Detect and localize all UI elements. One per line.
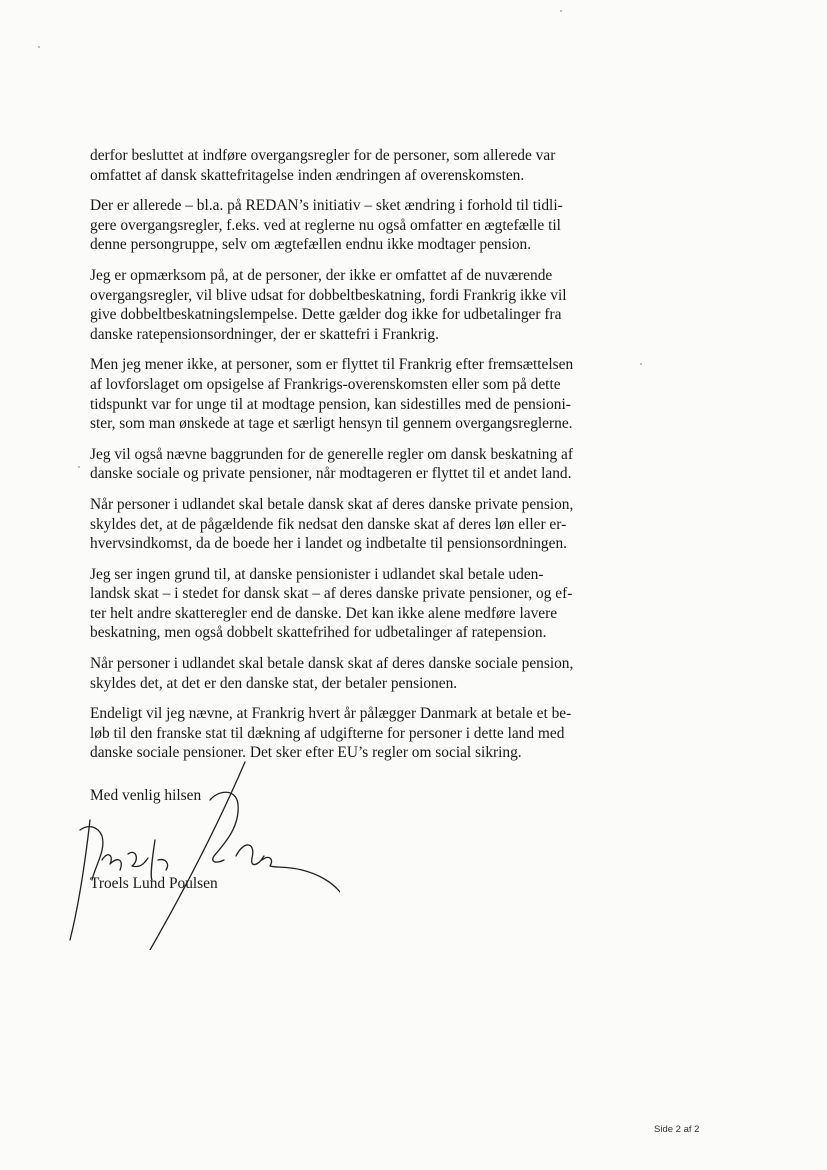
- text-line: Der er allerede – bl.a. på REDAN’s initiativ – sket ændring i forhold til tidli-: [90, 197, 563, 215]
- text-line: beskatning, men også dobbelt skattefrihed for udbetalinger af ratepension.: [90, 624, 547, 642]
- text-line: danske sociale pensioner. Det sker efter EU’s regler om social sikring.: [90, 744, 522, 762]
- text-line: Når personer i udlandet skal betale dansk skat af deres danske private pension,: [90, 495, 574, 513]
- handwritten-signature: [40, 760, 340, 950]
- scan-speck: [560, 10, 562, 12]
- paragraph: [90, 495, 630, 554]
- paragraph: [90, 654, 630, 693]
- paragraph: [90, 196, 630, 255]
- paragraph: [90, 565, 630, 643]
- text-line: Jeg vil også nævne baggrunden for de generelle regler om dansk beskatning af: [90, 445, 573, 463]
- text-line: ster, som man ønskede at tage et særligt hensyn til gennem overgangsreglerne.: [90, 415, 573, 433]
- scan-speck: [640, 363, 642, 365]
- paragraph: [90, 445, 630, 484]
- text-line: skyldes det, at det er den danske stat, der betaler pensionen.: [90, 674, 458, 692]
- text-line: danske ratepensionsordninger, der er skattefri i Frankrig.: [90, 325, 439, 343]
- signer-name: Troels Lund Poulsen: [90, 875, 218, 892]
- text-line: Jeg ser ingen grund til, at danske pensionister i udlandet skal betale uden-: [90, 565, 544, 583]
- text-line: derfor besluttet at indføre overgangsregler for de personer, som allerede var: [90, 147, 556, 164]
- text-line: af lovforslaget om opsigelse af Frankrigs-overenskomsten eller som på dette: [90, 375, 561, 393]
- text-line: Jeg er opmærksom på, at de personer, der ikke er omfattet af de nuværende: [90, 266, 553, 284]
- letter-body: [90, 146, 630, 774]
- scan-speck: [38, 46, 40, 48]
- text-line: løb til den franske stat til dækning af udgifterne for personer i dette land med: [90, 724, 565, 742]
- paragraph: [90, 355, 630, 433]
- text-line: Men jeg mener ikke, at personer, som er flyttet til Frankrig efter fremsættelsen: [90, 356, 574, 374]
- text-line: danske sociale og private pensioner, når modtageren er flyttet til et andet land.: [90, 465, 572, 483]
- text-line: skyldes det, at de pågældende fik nedsat den danske skat af deres løn eller er-: [90, 515, 567, 533]
- text-line: gere overgangsregler, f.eks. ved at reglerne nu også omfatter en ægtefælle til: [90, 216, 561, 234]
- page-number: Side 2 af 2: [654, 1124, 700, 1135]
- text-line: omfattet af dansk skattefritagelse inden ændringen af overenskomsten.: [90, 166, 525, 184]
- text-line: landsk skat – i stedet for dansk skat – af deres danske private pensioner, og ef-: [90, 585, 573, 603]
- text-line: Endeligt vil jeg nævne, at Frankrig hvert år pålægger Danmark at betale et be-: [90, 705, 572, 723]
- closing-salutation: Med venlig hilsen: [90, 787, 202, 804]
- text-line: overgangsregler, vil blive udsat for dobbeltbeskatning, fordi Frankrig ikke vil: [90, 286, 567, 304]
- paragraph: [90, 704, 630, 763]
- paragraph: [90, 266, 630, 344]
- text-line: Når personer i udlandet skal betale dansk skat af deres danske sociale pension,: [90, 655, 574, 673]
- text-line: denne persongruppe, selv om ægtefællen endnu ikke modtager pension.: [90, 236, 532, 254]
- scan-speck: [78, 466, 80, 468]
- text-line: tidspunkt var for unge til at modtage pension, kan sidestilles med de pensioni-: [90, 395, 571, 413]
- text-line: ter helt andre skatteregler end de danske. Det kan ikke alene medføre lavere: [90, 604, 558, 622]
- text-line: give dobbeltbeskatningslempelse. Dette gælder dog ikke for udbetalinger fra: [90, 306, 562, 324]
- text-line: hvervsindkomst, da de boede her i landet og indbetalte til pensionsordningen.: [90, 535, 568, 553]
- paragraph: [90, 146, 630, 185]
